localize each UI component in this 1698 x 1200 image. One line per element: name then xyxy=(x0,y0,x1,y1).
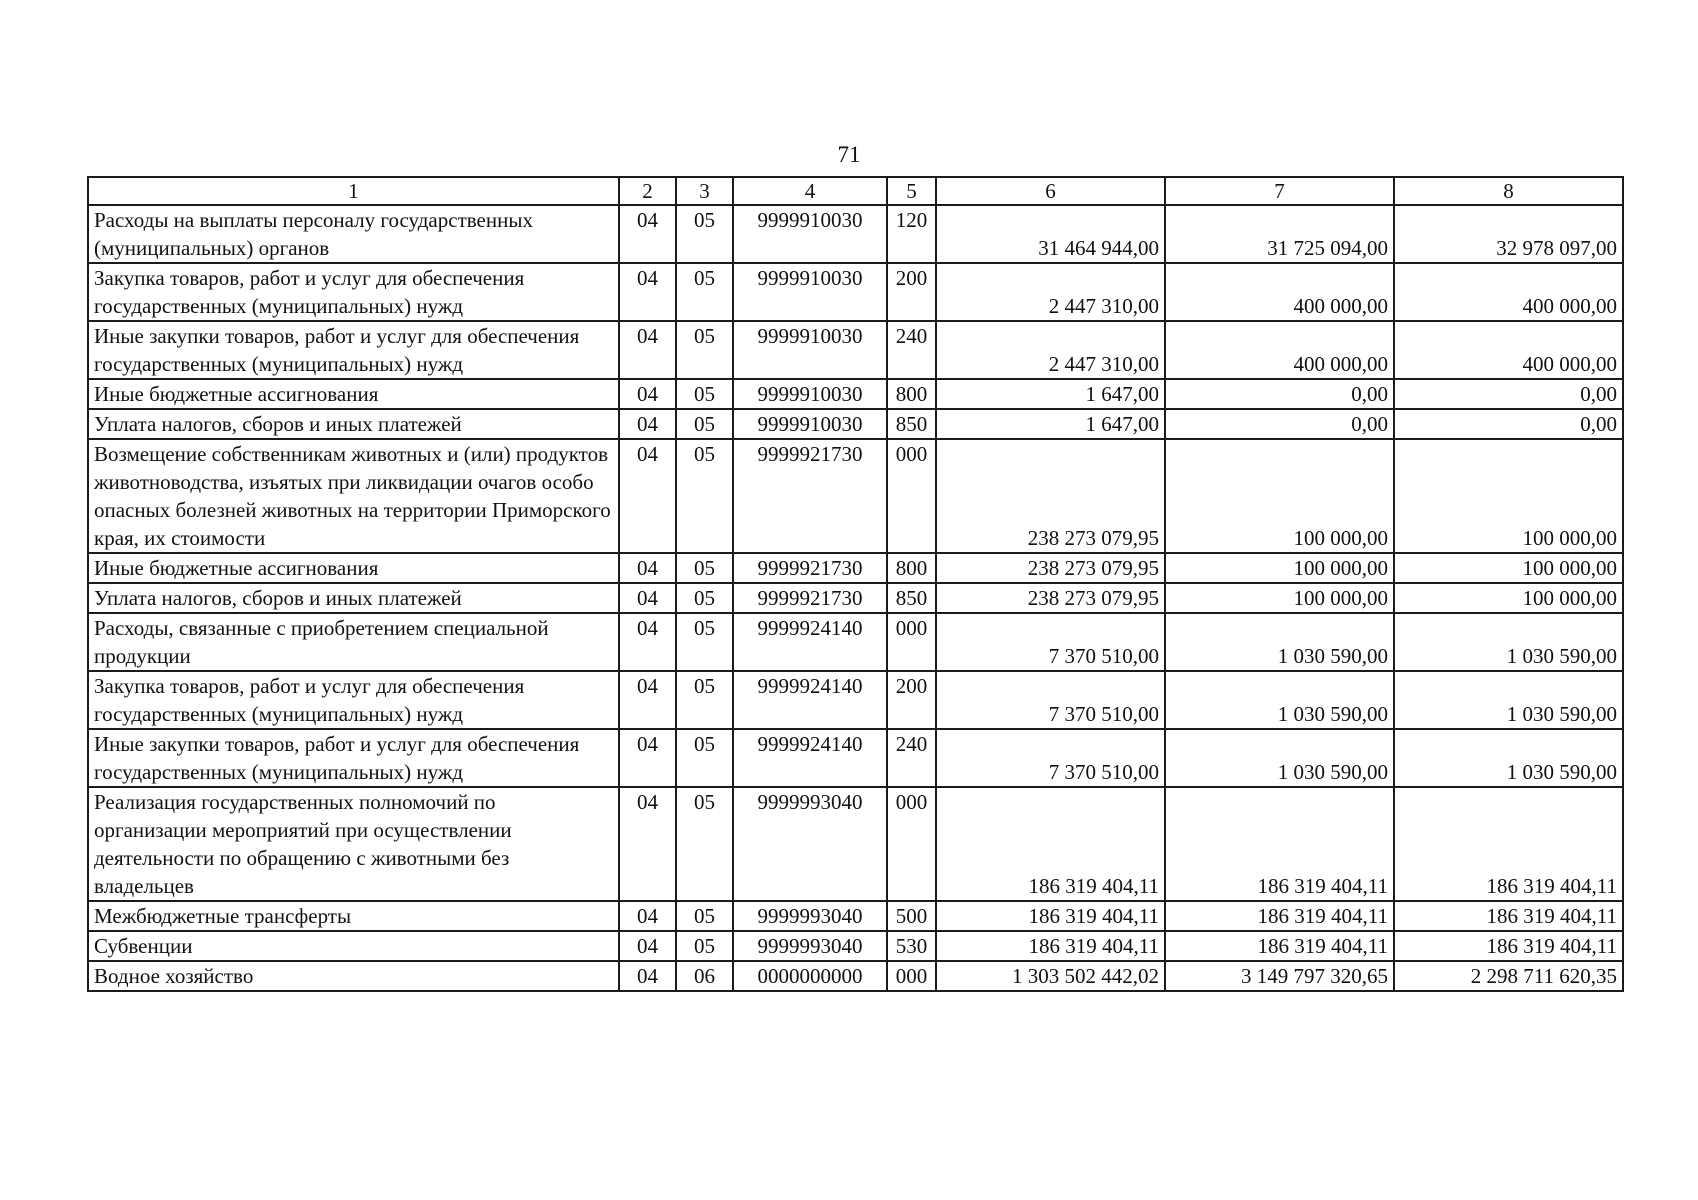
amount-col-8: 32 978 097,00 xyxy=(1394,205,1623,263)
table-row xyxy=(88,205,1623,263)
target-article-code: 9999921730 xyxy=(733,583,887,613)
section-code: 04 xyxy=(619,583,676,613)
subsection-code: 05 xyxy=(676,787,733,901)
expense-type-code: 850 xyxy=(887,409,936,439)
section-code: 04 xyxy=(619,671,676,729)
amount-col-6: 186 319 404,11 xyxy=(936,901,1165,931)
amount-col-7: 186 319 404,11 xyxy=(1165,787,1394,901)
amount-col-7: 1 030 590,00 xyxy=(1165,613,1394,671)
subsection-code: 05 xyxy=(676,321,733,379)
subsection-code: 05 xyxy=(676,613,733,671)
expense-type-code: 000 xyxy=(887,787,936,901)
amount-col-7: 186 319 404,11 xyxy=(1165,901,1394,931)
section-code: 04 xyxy=(619,787,676,901)
amount-col-6: 31 464 944,00 xyxy=(936,205,1165,263)
row-description: Иные бюджетные ассигнования xyxy=(88,379,619,409)
amount-col-6: 238 273 079,95 xyxy=(936,583,1165,613)
table-row xyxy=(88,409,1623,439)
target-article-code: 9999910030 xyxy=(733,321,887,379)
subsection-code: 05 xyxy=(676,901,733,931)
table-row xyxy=(88,439,1623,553)
amount-col-8: 1 030 590,00 xyxy=(1394,613,1623,671)
amount-col-8: 400 000,00 xyxy=(1394,263,1623,321)
section-code: 04 xyxy=(619,901,676,931)
column-header: 4 xyxy=(733,177,887,205)
expense-type-code: 000 xyxy=(887,439,936,553)
amount-col-8: 2 298 711 620,35 xyxy=(1394,961,1623,991)
row-description: Расходы на выплаты персоналу государственных (муниципальных) органов xyxy=(88,205,619,263)
amount-col-6: 1 647,00 xyxy=(936,379,1165,409)
subsection-code: 05 xyxy=(676,729,733,787)
subsection-code: 05 xyxy=(676,439,733,553)
section-code: 04 xyxy=(619,263,676,321)
amount-col-7: 400 000,00 xyxy=(1165,263,1394,321)
table-row xyxy=(88,583,1623,613)
subsection-code: 05 xyxy=(676,931,733,961)
section-code: 04 xyxy=(619,553,676,583)
amount-col-7: 186 319 404,11 xyxy=(1165,931,1394,961)
amount-col-6: 186 319 404,11 xyxy=(936,931,1165,961)
amount-col-6: 7 370 510,00 xyxy=(936,613,1165,671)
amount-col-6: 7 370 510,00 xyxy=(936,729,1165,787)
amount-col-8: 100 000,00 xyxy=(1394,553,1623,583)
amount-col-8: 400 000,00 xyxy=(1394,321,1623,379)
target-article-code: 9999910030 xyxy=(733,379,887,409)
expense-type-code: 800 xyxy=(887,553,936,583)
target-article-code: 9999993040 xyxy=(733,931,887,961)
column-header: 7 xyxy=(1165,177,1394,205)
amount-col-7: 3 149 797 320,65 xyxy=(1165,961,1394,991)
section-code: 04 xyxy=(619,205,676,263)
section-code: 04 xyxy=(619,321,676,379)
amount-col-8: 100 000,00 xyxy=(1394,583,1623,613)
amount-col-6: 238 273 079,95 xyxy=(936,553,1165,583)
amount-col-7: 1 030 590,00 xyxy=(1165,729,1394,787)
row-description: Водное хозяйство xyxy=(88,961,619,991)
amount-col-7: 100 000,00 xyxy=(1165,553,1394,583)
column-header: 3 xyxy=(676,177,733,205)
row-description: Субвенции xyxy=(88,931,619,961)
expense-type-code: 500 xyxy=(887,901,936,931)
section-code: 04 xyxy=(619,439,676,553)
expense-type-code: 530 xyxy=(887,931,936,961)
target-article-code: 9999921730 xyxy=(733,439,887,553)
target-article-code: 9999921730 xyxy=(733,553,887,583)
row-description: Реализация государственных полномочий по организации мероприятий при осуществлении деятельности по обращению с животными без владельцев xyxy=(88,787,619,901)
row-description: Закупка товаров, работ и услуг для обеспечения государственных (муниципальных) нужд xyxy=(88,263,619,321)
row-description: Возмещение собственникам животных и (или) продуктов животноводства, изъятых при ликвидации очагов особо опасных болезней животных на территории Приморского края, их стоимости xyxy=(88,439,619,553)
subsection-code: 05 xyxy=(676,671,733,729)
column-header: 8 xyxy=(1394,177,1623,205)
amount-col-7: 400 000,00 xyxy=(1165,321,1394,379)
table-row xyxy=(88,729,1623,787)
expense-type-code: 240 xyxy=(887,729,936,787)
amount-col-8: 186 319 404,11 xyxy=(1394,787,1623,901)
page-number: 71 xyxy=(837,142,861,167)
expense-type-code: 240 xyxy=(887,321,936,379)
target-article-code: 9999993040 xyxy=(733,787,887,901)
target-article-code: 9999910030 xyxy=(733,205,887,263)
section-code: 04 xyxy=(619,931,676,961)
section-code: 04 xyxy=(619,961,676,991)
table-body xyxy=(88,177,1623,991)
amount-col-7: 100 000,00 xyxy=(1165,439,1394,553)
section-code: 04 xyxy=(619,613,676,671)
expense-type-code: 000 xyxy=(887,613,936,671)
expense-type-code: 200 xyxy=(887,263,936,321)
section-code: 04 xyxy=(619,379,676,409)
column-header: 6 xyxy=(936,177,1165,205)
amount-col-8: 186 319 404,11 xyxy=(1394,931,1623,961)
amount-col-7: 100 000,00 xyxy=(1165,583,1394,613)
expense-type-code: 850 xyxy=(887,583,936,613)
expense-type-code: 000 xyxy=(887,961,936,991)
table-row xyxy=(88,263,1623,321)
subsection-code: 06 xyxy=(676,961,733,991)
table-row xyxy=(88,321,1623,379)
subsection-code: 05 xyxy=(676,379,733,409)
table-row xyxy=(88,671,1623,729)
target-article-code: 9999910030 xyxy=(733,263,887,321)
amount-col-8: 100 000,00 xyxy=(1394,439,1623,553)
amount-col-8: 186 319 404,11 xyxy=(1394,901,1623,931)
column-header: 5 xyxy=(887,177,936,205)
row-description: Расходы, связанные с приобретением специальной продукции xyxy=(88,613,619,671)
subsection-code: 05 xyxy=(676,409,733,439)
subsection-code: 05 xyxy=(676,205,733,263)
amount-col-7: 0,00 xyxy=(1165,379,1394,409)
amount-col-8: 1 030 590,00 xyxy=(1394,729,1623,787)
expense-type-code: 200 xyxy=(887,671,936,729)
table-row xyxy=(88,787,1623,901)
row-description: Уплата налогов, сборов и иных платежей xyxy=(88,409,619,439)
row-description: Иные закупки товаров, работ и услуг для обеспечения государственных (муниципальных) нужд xyxy=(88,321,619,379)
table-row xyxy=(88,961,1623,991)
header-row xyxy=(88,177,1623,205)
amount-col-6: 238 273 079,95 xyxy=(936,439,1165,553)
row-description: Уплата налогов, сборов и иных платежей xyxy=(88,583,619,613)
target-article-code: 9999993040 xyxy=(733,901,887,931)
table-row xyxy=(88,613,1623,671)
table-row xyxy=(88,901,1623,931)
amount-col-6: 2 447 310,00 xyxy=(936,263,1165,321)
row-description: Межбюджетные трансферты xyxy=(88,901,619,931)
target-article-code: 9999924140 xyxy=(733,671,887,729)
subsection-code: 05 xyxy=(676,583,733,613)
amount-col-6: 186 319 404,11 xyxy=(936,787,1165,901)
subsection-code: 05 xyxy=(676,553,733,583)
amount-col-6: 1 647,00 xyxy=(936,409,1165,439)
budget-table xyxy=(87,176,1624,992)
amount-col-8: 0,00 xyxy=(1394,409,1623,439)
amount-col-7: 0,00 xyxy=(1165,409,1394,439)
target-article-code: 9999910030 xyxy=(733,409,887,439)
table-row xyxy=(88,379,1623,409)
row-description: Иные бюджетные ассигнования xyxy=(88,553,619,583)
expense-type-code: 120 xyxy=(887,205,936,263)
target-article-code: 0000000000 xyxy=(733,961,887,991)
section-code: 04 xyxy=(619,409,676,439)
target-article-code: 9999924140 xyxy=(733,729,887,787)
target-article-code: 9999924140 xyxy=(733,613,887,671)
row-description: Иные закупки товаров, работ и услуг для обеспечения государственных (муниципальных) нужд xyxy=(88,729,619,787)
amount-col-6: 1 303 502 442,02 xyxy=(936,961,1165,991)
amount-col-6: 2 447 310,00 xyxy=(936,321,1165,379)
amount-col-6: 7 370 510,00 xyxy=(936,671,1165,729)
amount-col-8: 1 030 590,00 xyxy=(1394,671,1623,729)
table-row xyxy=(88,553,1623,583)
column-header: 1 xyxy=(88,177,619,205)
table-row xyxy=(88,931,1623,961)
amount-col-7: 1 030 590,00 xyxy=(1165,671,1394,729)
amount-col-8: 0,00 xyxy=(1394,379,1623,409)
row-description: Закупка товаров, работ и услуг для обеспечения государственных (муниципальных) нужд xyxy=(88,671,619,729)
expense-type-code: 800 xyxy=(887,379,936,409)
section-code: 04 xyxy=(619,729,676,787)
column-header: 2 xyxy=(619,177,676,205)
amount-col-7: 31 725 094,00 xyxy=(1165,205,1394,263)
subsection-code: 05 xyxy=(676,263,733,321)
